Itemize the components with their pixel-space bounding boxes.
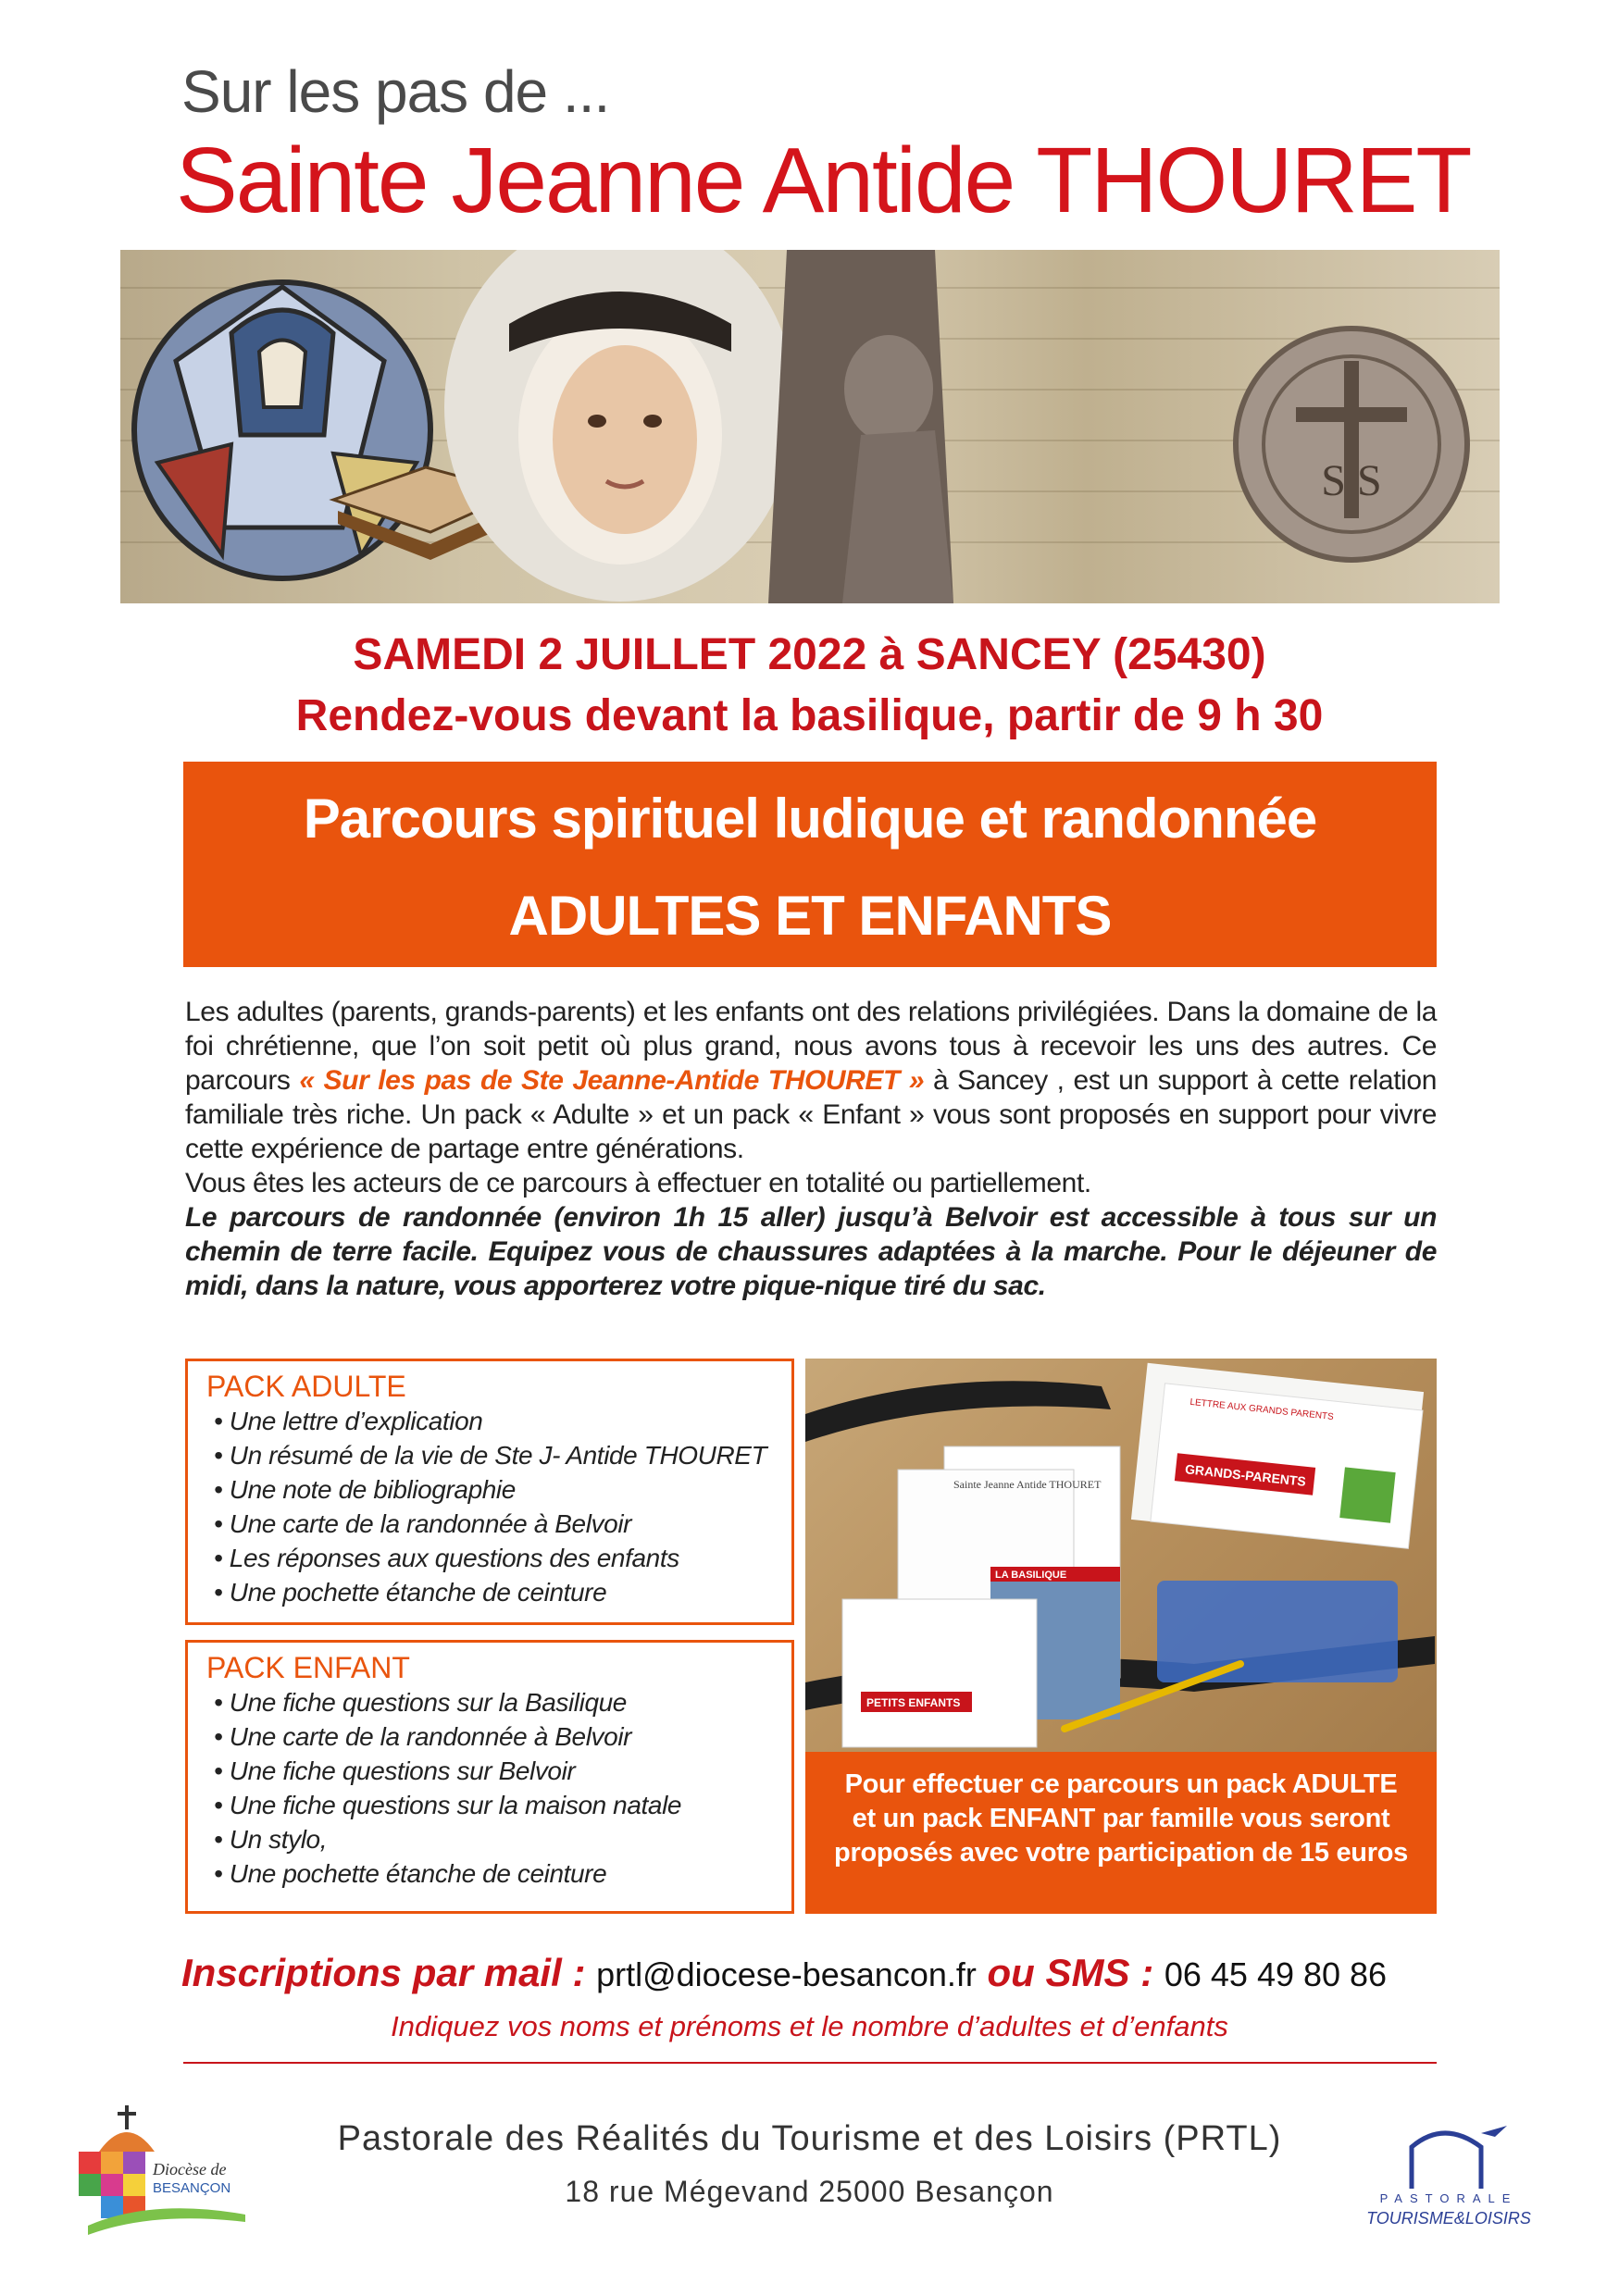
pack-enfant-item: • Une carte de la randonnée à Belvoir	[214, 1722, 632, 1751]
diocese-logo-line2: BESANÇON	[153, 2180, 231, 2196]
intro-text	[185, 995, 1437, 1303]
pack-adulte-item: • Une note de bibliographie	[214, 1475, 516, 1504]
pack-adulte-title: PACK ADULTE	[206, 1370, 406, 1403]
intro-highlight: « Sur les pas de Ste Jeanne-Antide THOURET »	[299, 1065, 925, 1096]
photo-label-petits-enfants: PETITS ENFANTS	[866, 1696, 961, 1709]
statue	[768, 250, 953, 603]
pack-caption-line: Pour effectuer ce parcours un pack ADULTE	[844, 1769, 1398, 1799]
ss-medallion	[1236, 329, 1467, 560]
headline-line2: ADULTES ET ENFANTS	[508, 885, 1112, 947]
pack-enfant-item: • Une fiche questions sur Belvoir	[214, 1756, 576, 1785]
pack-adulte-item: • Un résumé de la vie de Ste J- Antide THOURET	[214, 1441, 767, 1470]
diocese-logo-art	[69, 2087, 255, 2244]
pack-adulte-item: • Une pochette étanche de ceinture	[214, 1578, 607, 1607]
photo-booklet-title: Sainte Jeanne Antide THOURET	[953, 1478, 1102, 1491]
pack-caption-line: proposés avec votre participation de 15 euros	[834, 1838, 1408, 1868]
medallion-text: S S	[1321, 456, 1382, 505]
banner-artwork	[120, 250, 1500, 603]
diocese-logo	[69, 2087, 255, 2244]
photo-label-grands-parents: GRANDS-PARENTS	[1184, 1461, 1307, 1489]
inscriptions-sms-label: ou SMS :	[987, 1951, 1154, 1994]
inscriptions-mail-label: Inscriptions par mail :	[181, 1951, 586, 1994]
event-date: SAMEDI 2 JUILLET 2022 à SANCEY (25430)	[353, 630, 1266, 679]
pack-adulte-box	[185, 1359, 794, 1625]
pack-enfant-item: • Une fiche questions sur la maison natale	[214, 1791, 682, 1819]
portrait	[444, 250, 796, 602]
pack-caption	[815, 1768, 1427, 1870]
photo-label-basilique: LA BASILIQUE	[995, 1570, 1067, 1581]
main-title: Sainte Jeanne Antide THOURET	[176, 129, 1471, 232]
inscriptions-line	[181, 1951, 1387, 1995]
inscriptions-instructions: Indiquez vos noms et prénoms et le nombre d’adultes et d’enfants	[391, 2010, 1228, 2042]
footer-org: Pastorale des Réalités du Tourisme et des Loisirs (PRTL)	[337, 2119, 1282, 2158]
divider	[183, 2062, 1437, 2064]
footer-address: 18 rue Mégevand 25000 Besançon	[565, 2175, 1054, 2208]
pack-enfant-item: • Un stylo,	[214, 1825, 328, 1854]
pack-enfant-box	[185, 1640, 794, 1914]
intro-part2: à Sancey , est un support à cette relation familiale très riche. Un pack « Adulte » et un pack « Enfant » vous sont proposés en support pour vivre cette expérience de partage entre générations.	[185, 1065, 1437, 1164]
pack-caption-line: et un pack ENFANT par famille vous seront	[852, 1804, 1390, 1833]
pack-adulte-item: • Les réponses aux questions des enfants	[214, 1544, 679, 1572]
pack-enfant-item: • Une fiche questions sur la Basilique	[214, 1688, 627, 1717]
inscriptions-phone[interactable]: 06 45 49 80 86	[1164, 1955, 1388, 1993]
pastorale-logo-art	[1342, 2115, 1555, 2235]
intro-emphasis: Le parcours de randonnée (environ 1h 15 aller) jusqu’à Belvoir est accessible à tous sur un chemin de terre facile. Equipez vous de chaussures adaptées à la marche. Pour le déjeuner de midi, dans la nature, vous apporterez votre pique-nique tiré du sac.	[185, 1202, 1437, 1301]
packs-photo-art	[805, 1359, 1437, 1752]
pre-title: Sur les pas de ...	[181, 58, 610, 125]
headline-line1: Parcours spirituel ludique et randonnée	[303, 788, 1317, 850]
pastorale-logo-line2: TOURISME&LOISIRS	[1366, 2209, 1531, 2228]
inscriptions-email[interactable]: prtl@diocese-besancon.fr	[596, 1955, 977, 1993]
pack-adulte-item: • Une carte de la randonnée à Belvoir	[214, 1509, 632, 1538]
pack-enfant-title: PACK ENFANT	[206, 1651, 410, 1684]
intro-actors: Vous êtes les acteurs de ce parcours à effectuer en totalité ou partiellement.	[185, 1168, 1091, 1198]
pack-adulte-item: • Une lettre d’explication	[214, 1407, 483, 1435]
diocese-logo-line1: Diocèse de	[153, 2160, 227, 2178]
banner-collage	[120, 250, 1500, 603]
pastorale-logo-line1: PASTORALE	[1379, 2191, 1518, 2205]
packs-photo	[805, 1359, 1437, 1752]
photo-letter-heading: LETTRE AUX GRANDS PARENTS	[1189, 1396, 1335, 1423]
pastorale-logo	[1342, 2115, 1555, 2235]
intro-part1: Les adultes (parents, grands-parents) et les enfants ont des relations privilégiées. Dans la domaine de la foi chrétienne, que l’on soit petit où plus grand, nous avons tous à recevoir les uns des autres. Ce parcours	[185, 997, 1437, 1096]
event-meeting: Rendez-vous devant la basilique, partir de 9 h 30	[295, 691, 1324, 740]
pack-enfant-item: • Une pochette étanche de ceinture	[214, 1859, 607, 1888]
